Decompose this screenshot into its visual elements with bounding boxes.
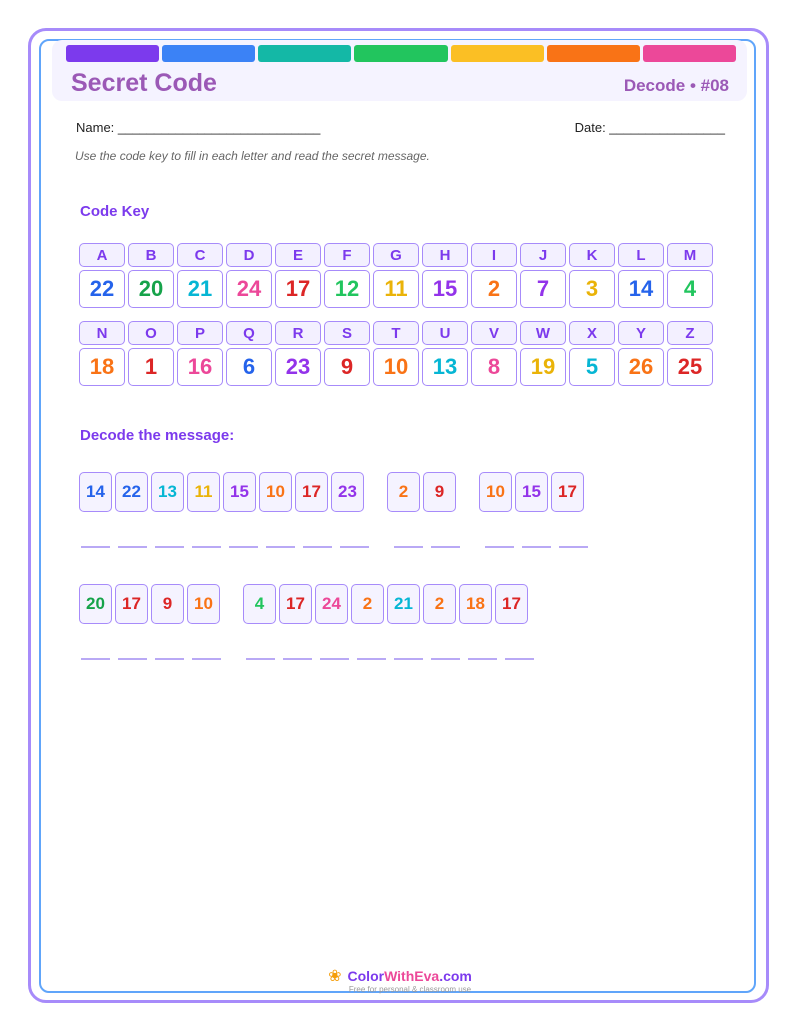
- message-tile: 21: [387, 584, 420, 624]
- code-key-item: [128, 321, 174, 386]
- code-key-number: 17: [275, 270, 321, 308]
- answer-blank[interactable]: [320, 658, 349, 660]
- answer-line: [80, 546, 612, 548]
- code-key-number: 26: [618, 348, 664, 386]
- page-title: Secret Code: [71, 69, 217, 97]
- message-tile: 17: [495, 584, 528, 624]
- message-tile: 10: [259, 472, 292, 512]
- answer-blank[interactable]: [357, 658, 386, 660]
- footer-brand: [328, 966, 472, 986]
- code-key-item: [128, 243, 174, 308]
- message-word: [479, 472, 584, 512]
- code-key-letter: P: [177, 321, 223, 345]
- answer-blank[interactable]: [431, 546, 460, 548]
- rainbow-segment: [354, 45, 447, 62]
- answer-blank[interactable]: [522, 546, 551, 548]
- code-key-item: [422, 321, 468, 386]
- code-key-item: [177, 321, 223, 386]
- code-key-item: [324, 243, 370, 308]
- code-key-item: [226, 243, 272, 308]
- rainbow-segment: [451, 45, 544, 62]
- code-key-letter: Y: [618, 321, 664, 345]
- code-key-number: 1: [128, 348, 174, 386]
- code-key-item: [79, 243, 125, 308]
- code-key-number: 7: [520, 270, 566, 308]
- code-key-letter: M: [667, 243, 713, 267]
- code-key-number: 25: [667, 348, 713, 386]
- answer-blank[interactable]: [81, 658, 110, 660]
- rainbow-segment: [66, 45, 159, 62]
- code-key-letter: O: [128, 321, 174, 345]
- answer-blank[interactable]: [283, 658, 312, 660]
- code-key-letter: T: [373, 321, 419, 345]
- rainbow-segment: [547, 45, 640, 62]
- answer-line: [80, 658, 558, 660]
- code-key-letter: Z: [667, 321, 713, 345]
- code-key-row: [79, 243, 713, 308]
- message-tile: 17: [115, 584, 148, 624]
- brand-color: Color: [347, 968, 385, 984]
- code-key-item: [667, 243, 713, 308]
- page-subtitle: Decode • #08: [623, 76, 729, 95]
- code-key-number: 16: [177, 348, 223, 386]
- code-key-letter: A: [79, 243, 125, 267]
- message-tile: 13: [151, 472, 184, 512]
- code-key-letter: I: [471, 243, 517, 267]
- code-key-letter: W: [520, 321, 566, 345]
- code-key-number: 20: [128, 270, 174, 308]
- code-key-number: 19: [520, 348, 566, 386]
- message-line: [79, 584, 551, 624]
- answer-blank[interactable]: [485, 546, 514, 548]
- answer-word: [245, 658, 535, 660]
- brand-witheva: WithEva: [384, 968, 440, 984]
- message-word: [387, 472, 456, 512]
- code-key-letter: N: [79, 321, 125, 345]
- answer-blank[interactable]: [468, 658, 497, 660]
- message-tile: 2: [423, 584, 456, 624]
- answer-blank[interactable]: [394, 658, 423, 660]
- answer-blank[interactable]: [559, 546, 588, 548]
- code-key-item: [520, 243, 566, 308]
- code-key-number: 11: [373, 270, 419, 308]
- code-key-letter: D: [226, 243, 272, 267]
- message-tile: 17: [295, 472, 328, 512]
- code-key-number: 12: [324, 270, 370, 308]
- name-field[interactable]: Name: ____________________________: [76, 120, 321, 135]
- code-key-item: [618, 321, 664, 386]
- answer-word: [484, 546, 589, 548]
- message-tile: 10: [479, 472, 512, 512]
- code-key-letter: L: [618, 243, 664, 267]
- code-key-number: 18: [79, 348, 125, 386]
- code-key-number: 10: [373, 348, 419, 386]
- code-key-letter: X: [569, 321, 615, 345]
- answer-blank[interactable]: [118, 658, 147, 660]
- code-key-number: 8: [471, 348, 517, 386]
- message-tile: 17: [279, 584, 312, 624]
- code-key-letter: F: [324, 243, 370, 267]
- code-key-letter: C: [177, 243, 223, 267]
- code-key-number: 3: [569, 270, 615, 308]
- answer-blank[interactable]: [340, 546, 369, 548]
- answer-blank[interactable]: [118, 546, 147, 548]
- message-tile: 15: [515, 472, 548, 512]
- answer-blank[interactable]: [431, 658, 460, 660]
- footer-tagline: Free for personal & classroom use: [348, 985, 472, 994]
- message-tile: 22: [115, 472, 148, 512]
- message-tile: 18: [459, 584, 492, 624]
- message-line: [79, 472, 607, 512]
- message-tile: 20: [79, 584, 112, 624]
- code-key-item: [667, 321, 713, 386]
- code-key-letter: V: [471, 321, 517, 345]
- code-key-item: [471, 321, 517, 386]
- code-key-letter: S: [324, 321, 370, 345]
- message-tile: 14: [79, 472, 112, 512]
- answer-blank[interactable]: [266, 546, 295, 548]
- answer-word: [393, 546, 461, 548]
- code-key-item: [422, 243, 468, 308]
- code-key-number: 5: [569, 348, 615, 386]
- message-label: Decode the message:: [80, 427, 235, 444]
- code-key-letter: R: [275, 321, 321, 345]
- answer-blank[interactable]: [505, 658, 534, 660]
- code-key-letter: Q: [226, 321, 272, 345]
- code-key-number: 14: [618, 270, 664, 308]
- message-word: [79, 584, 220, 624]
- answer-blank[interactable]: [229, 546, 258, 548]
- date-field[interactable]: Date: ________________: [574, 120, 725, 135]
- answer-blank[interactable]: [192, 546, 221, 548]
- code-key-number: 21: [177, 270, 223, 308]
- rainbow-segment: [162, 45, 255, 62]
- answer-word: [80, 546, 370, 548]
- message-tile: 15: [223, 472, 256, 512]
- code-key-letter: J: [520, 243, 566, 267]
- footer: [0, 966, 800, 994]
- code-key-letter: K: [569, 243, 615, 267]
- brand-domain: .com: [439, 968, 472, 984]
- code-key-number: 24: [226, 270, 272, 308]
- code-key-item: [520, 321, 566, 386]
- code-key-letter: B: [128, 243, 174, 267]
- answer-blank[interactable]: [155, 546, 184, 548]
- answer-blank[interactable]: [303, 546, 332, 548]
- code-key-item: [471, 243, 517, 308]
- code-key-item: [177, 243, 223, 308]
- code-key-item: [618, 243, 664, 308]
- message-tile: 2: [351, 584, 384, 624]
- code-key-letter: H: [422, 243, 468, 267]
- code-key-item: [275, 243, 321, 308]
- message-tile: 4: [243, 584, 276, 624]
- message-word: [79, 472, 364, 512]
- rainbow-segment: [643, 45, 736, 62]
- message-tile: 10: [187, 584, 220, 624]
- code-key-number: 22: [79, 270, 125, 308]
- code-key-letter: G: [373, 243, 419, 267]
- code-key-number: 23: [275, 348, 321, 386]
- code-key-number: 6: [226, 348, 272, 386]
- answer-blank[interactable]: [155, 658, 184, 660]
- message-tile: 17: [551, 472, 584, 512]
- code-key-number: 9: [324, 348, 370, 386]
- code-key-number: 15: [422, 270, 468, 308]
- code-key-item: [373, 243, 419, 308]
- rainbow-stripe: [66, 45, 736, 62]
- message-tile: 9: [423, 472, 456, 512]
- answer-word: [80, 658, 222, 660]
- page-inner-border: [39, 39, 756, 993]
- code-key-number: 2: [471, 270, 517, 308]
- code-key-row: [79, 321, 713, 386]
- code-key-label: Code Key: [80, 203, 150, 220]
- message-tile: 11: [187, 472, 220, 512]
- rainbow-segment: [258, 45, 351, 62]
- answer-blank[interactable]: [192, 658, 221, 660]
- code-key-item: [324, 321, 370, 386]
- code-key-letter: E: [275, 243, 321, 267]
- palette-icon: ❀: [328, 968, 342, 985]
- answer-blank[interactable]: [394, 546, 423, 548]
- code-key-item: [79, 321, 125, 386]
- instructions: Use the code key to fill in each letter and read the secret message.: [75, 149, 430, 163]
- code-key-letter: U: [422, 321, 468, 345]
- code-key-number: 13: [422, 348, 468, 386]
- code-key-item: [275, 321, 321, 386]
- message-tile: 9: [151, 584, 184, 624]
- answer-blank[interactable]: [246, 658, 275, 660]
- code-key-item: [226, 321, 272, 386]
- code-key-number: 4: [667, 270, 713, 308]
- answer-blank[interactable]: [81, 546, 110, 548]
- message-tile: 24: [315, 584, 348, 624]
- code-key-item: [373, 321, 419, 386]
- code-key-item: [569, 321, 615, 386]
- message-tile: 23: [331, 472, 364, 512]
- message-tile: 2: [387, 472, 420, 512]
- code-key-item: [569, 243, 615, 308]
- message-word: [243, 584, 528, 624]
